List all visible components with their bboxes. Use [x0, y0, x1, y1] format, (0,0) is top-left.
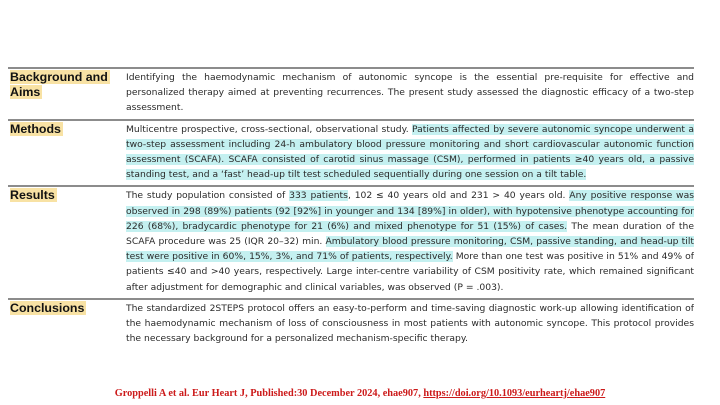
abstract-box — [8, 67, 694, 345]
doi-link[interactable]: https://doi.org/10.1093/eurheartj/ehae907 — [423, 388, 606, 399]
section-label: Results — [10, 188, 55, 203]
section-text: The study population consisted of 333 patients, 102 ≤ 40 years old and 231 > 40 years old. Any positive response was observed in 298 (89%) patients (92 [92%] in younger and 134 [89%] in older), with hypotensive phenotype accounting for 226 (68%), bradycardic phenotype for 21 (6%) and mixed phenotype for 51 (15%) of cases. The mean duration of the SCAFA procedure was 25 (IQR 20–32) min. Ambulatory blood pressure monitoring, CSM, passive standing, and head-up tilt test were positive in 60%, 15%, 3%, and 71% of patients, respectively. More than one test was positive in 51% and 49% of patients ≤40 and >40 years, respectively. Large inter-centre variability of CSM positivity rate, which remained significant after adjustment for demographic and clinical variables, was observed (P = .003). — [126, 190, 694, 293]
section-methods — [8, 119, 694, 186]
section-label: Conclusions — [10, 300, 85, 315]
section-text: Multicentre prospective, cross-sectional, observational study. Patients affected by severe autonomic syncope underwent a two-step assessment including 24-h ambulatory blood pressure monitoring and short cardiovascular autonomic function assessment (SCAFA). SCAFA consisted of carotid sinus massage (CSM), performed in patients ≥40 years old, a passive standing test, and a ‘fast’ head-up tilt test scheduled sequentially during one session on a tilt table. — [126, 123, 694, 181]
citation: Groppelli A et al. Eur Heart J, Published:30 December 2024, ehae907, https://doi.org/10.1093/eurheartj/ehae907 — [114, 388, 606, 399]
section-label: Background and Aims — [10, 70, 108, 99]
section-results — [8, 185, 694, 297]
highlighted-text: 333 patients — [289, 190, 348, 202]
highlighted-text: Ambulatory blood pressure monitoring, CSM, passive standing, and head-up tilt test were positive in 60%, 15%, 3%, and 71% of patients, respectively. — [126, 236, 694, 263]
highlighted-text: Any positive response was observed in 298 (89%) patients (92 [92%] in younger and 134 [89%] in older), with hypotensive phenotype accounting for 226 (68%), bradycardic phenotype for 21 (6%) and mixed phenotype for 51 (15%) of cases. — [126, 190, 694, 232]
section-background — [8, 67, 694, 119]
highlighted-text: Patients affected by severe autonomic syncope underwent a two-step assessment including 24-h ambulatory blood pressure monitoring and short cardiovascular autonomic function assessment (SCAFA). SCAFA consisted of carotid sinus massage (CSM), performed in patients ≥40 years old, a passive standing test, and a ‘fast’ head-up tilt test scheduled sequentially during one session on a tilt table. — [126, 123, 694, 181]
section-conclusions — [8, 298, 694, 345]
section-text: Identifying the haemodynamic mechanism of autonomic syncope is the essential pre-requisite for effective and personalized therapy aimed at preventing recurrences. The present study assessed the diagnostic efficacy of a two-step assessment. — [126, 72, 694, 114]
section-text: The standardized 2STEPS protocol offers an easy-to-perform and time-saving diagnostic work-up allowing identification of the haemodynamic mechanism of loss of consciousness in most patients with autonomic syncope. This protocol provides the necessary background for a personalized mechanism-specific therapy. — [126, 302, 694, 345]
section-label: Methods — [10, 121, 61, 136]
